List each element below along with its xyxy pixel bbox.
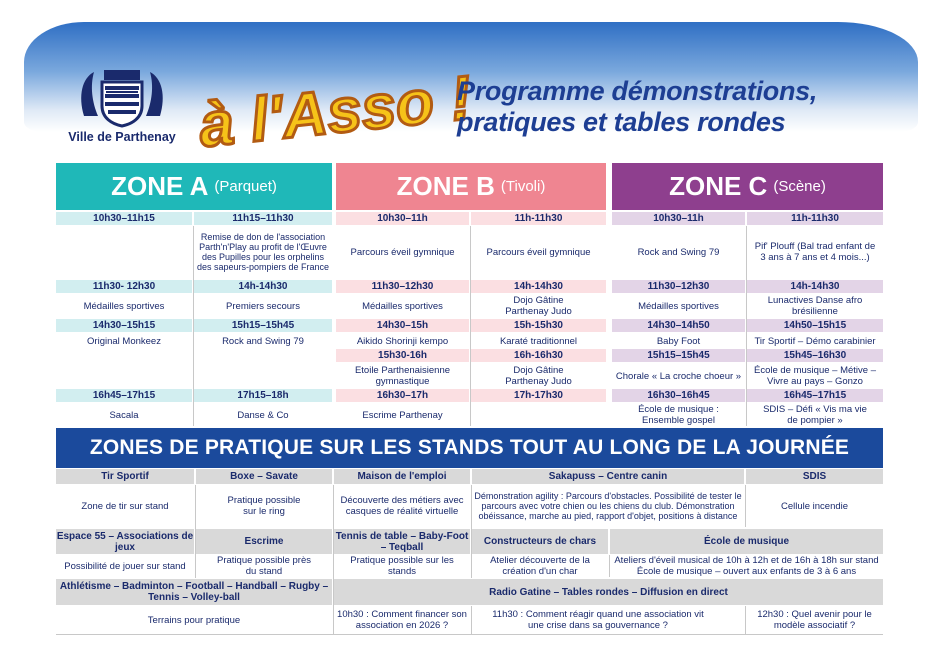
divider — [470, 226, 471, 426]
stand-description: Terrains pour pratique — [147, 614, 241, 626]
stand-description: Pratique possible sur le ring — [227, 495, 301, 517]
stand-header: Tennis de table – Baby-Foot – Teqball — [335, 530, 469, 553]
zone-c-activity: Rock and Swing 79 — [637, 246, 720, 258]
zone-c-activity: SDIS – Défi « Vis ma vie de pompier » — [763, 404, 867, 426]
zone-b-time: 14h-14h30 — [471, 280, 606, 293]
zone-a-activity: Sacala — [109, 409, 139, 421]
zone-b-time: 11h-11h30 — [471, 212, 606, 225]
zone-b-activity — [471, 404, 606, 426]
stand-description: Découverte des métiers avec casques de réalité virtuelle — [340, 495, 464, 517]
zone-b-time: 17h-17h30 — [471, 389, 606, 402]
stand-header: Tir Sportif — [56, 469, 194, 484]
zone-c-time: 11h30–12h30 — [612, 280, 745, 293]
zone-b-activity: Dojo Gâtine Parthenay Judo — [505, 365, 572, 387]
zone-a-time: 17h15–18h — [194, 389, 332, 402]
zone-b-place: (Tivoli) — [500, 178, 546, 195]
stand-header: Espace 55 – Associations de jeux — [56, 530, 194, 553]
zone-a-header — [56, 163, 332, 210]
zone-a-name: ZONE A — [111, 171, 209, 201]
asso-title-text: à l'Asso ! — [195, 63, 475, 161]
zone-b-activity: Aikido Shorinji kempo — [356, 335, 449, 347]
city-name: Ville de Parthenay — [68, 130, 176, 144]
asso-title-graphic — [192, 58, 475, 161]
divider — [609, 555, 610, 577]
zone-c-activity: École de musique – Métive – Vivre au pays – Gonzo — [754, 365, 876, 387]
zone-c-header — [612, 163, 883, 210]
stand-description: Pratique possible près du stand — [217, 555, 311, 577]
stand-description: Démonstration agility : Parcours d'obstacles. Possibilité de tester le parcours avec votre chien ou les chiens du club. Démonstration obéissance, marche au pied, rapport d'objet, positions à distance — [474, 491, 742, 521]
round-table-item: 11h30 : Comment réagir quand une association vit une crise dans sa gouvernance ? — [492, 609, 704, 631]
stand-header: Escrime — [196, 529, 332, 554]
stand-description: Zone de tir sur stand — [81, 500, 169, 512]
zone-a-time: 14h30–15h15 — [56, 319, 192, 332]
zone-b-time: 14h30–15h — [336, 319, 469, 332]
stand-description: Cellule incendie — [780, 500, 849, 512]
zone-a-time: 14h-14h30 — [194, 280, 332, 293]
zone-a-activity — [56, 226, 192, 278]
zone-b-time: 15h30-16h — [336, 349, 469, 362]
zone-a-activity: Rock and Swing 79 — [222, 335, 304, 347]
stand-header: Maison de l'emploi — [334, 469, 470, 484]
zone-a-time: 11h30- 12h30 — [56, 280, 192, 293]
zone-a-time: 10h30–11h15 — [56, 212, 192, 225]
zone-c-time: 16h45–17h15 — [747, 389, 883, 402]
stand-header: Sakapuss – Centre canin — [472, 469, 744, 484]
stand-header: Constructeurs de chars — [472, 529, 608, 554]
zone-c-activity: École de musique : Ensemble gospel — [638, 404, 719, 426]
zone-b-activity: Médailles sportives — [362, 300, 443, 312]
zone-b-activity: Parcours éveil gymnique — [486, 246, 591, 258]
zone-a-time: 16h45–17h15 — [56, 389, 192, 402]
stand-header: Radio Gatine – Tables rondes – Diffusion en direct — [334, 579, 883, 605]
stand-header: SDIS — [746, 469, 883, 484]
divider — [195, 485, 196, 578]
coat-of-arms-icon — [74, 66, 170, 128]
zone-b-activity: Karaté traditionnel — [499, 335, 578, 347]
zone-a-activity: Médailles sportives — [83, 300, 165, 312]
stand-header: Boxe – Savate — [196, 469, 332, 484]
page-title-line-2: pratiques et tables rondes — [457, 107, 786, 137]
zone-b-activity: Dojo Gâtine Parthenay Judo — [505, 295, 572, 317]
zone-b-activity: Escrime Parthenay — [362, 409, 443, 421]
stand-description: Pratique possible sur les stands — [350, 555, 454, 577]
zone-c-time: 11h-11h30 — [747, 212, 883, 225]
page-title — [457, 76, 817, 138]
zone-c-time: 15h45–16h30 — [747, 349, 883, 362]
zone-b-activity: Parcours éveil gymnique — [350, 246, 455, 258]
round-table-item: 12h30 : Quel avenir pour le modèle associatif ? — [757, 609, 872, 631]
zone-c-activity: Lunactives Danse afro brésilienne — [767, 295, 863, 317]
stand-description: Atelier découverte de la création d'un char — [490, 555, 590, 577]
zone-a-activity: Original Monkeez — [87, 335, 161, 347]
zone-b-time: 16h-16h30 — [471, 349, 606, 362]
round-table-item: 10h30 : Comment financer son association en 2026 ? — [337, 609, 467, 631]
zone-c-activity: Baby Foot — [656, 335, 701, 347]
zone-c-activity: Chorale « La croche choeur » — [615, 370, 742, 382]
divider — [56, 634, 883, 635]
zone-c-activity: Tir Sportif – Démo carabinier — [754, 335, 876, 347]
zone-c-time: 14h-14h30 — [747, 280, 883, 293]
zone-c-time: 10h30–11h — [612, 212, 745, 225]
divider — [193, 226, 194, 426]
zone-b-header — [336, 163, 606, 210]
divider — [333, 485, 334, 634]
zone-b-time: 11h30–12h30 — [336, 280, 469, 293]
zone-a-activity: Danse & Co — [237, 409, 289, 421]
divider — [745, 606, 746, 634]
zone-c-time: 15h15–15h45 — [612, 349, 745, 362]
zone-c-name: ZONE C — [669, 171, 768, 201]
stand-header: École de musique — [610, 529, 883, 554]
zone-c-activity: Médailles sportives — [638, 300, 719, 312]
zone-a-time: 11h15–11h30 — [194, 212, 332, 225]
page-title-line-1: Programme démonstrations, — [457, 76, 818, 106]
zone-a-activity: Premiers secours — [226, 300, 300, 312]
zone-c-activity: Pif' Plouff (Bal trad enfant de 3 ans à 7 ans et 4 mois...) — [754, 241, 876, 263]
zone-b-name: ZONE B — [396, 171, 495, 201]
zone-b-time: 10h30–11h — [336, 212, 469, 225]
divider — [746, 226, 747, 426]
zone-c-time: 14h50–15h15 — [747, 319, 883, 332]
stands-banner: ZONES DE PRATIQUE SUR LES STANDS TOUT AU LONG DE LA JOURNÉE — [56, 428, 883, 468]
zone-a-time: 15h15–15h45 — [194, 319, 332, 332]
zone-a-place: (Parquet) — [214, 178, 277, 195]
divider — [471, 606, 472, 634]
stand-header: Athlétisme – Badminton – Football – Handball – Rugby – Tennis – Volley-ball — [56, 579, 332, 605]
zone-c-time: 16h30–16h45 — [612, 389, 745, 402]
zone-b-time: 15h-15h30 — [471, 319, 606, 332]
divider — [745, 485, 746, 527]
city-logo — [62, 66, 182, 144]
zone-b-activity: Etoile Parthenaisienne gymnastique — [354, 365, 451, 387]
zone-a-activity: Remise de don de l'association Parth'n'Play au profit de l'Œuvre des Pupilles pour les orphelins des sapeurs-pompiers de France — [196, 232, 330, 272]
stand-description: Possibilité de jouer sur stand — [64, 560, 186, 572]
divider — [471, 485, 472, 578]
zone-c-time: 14h30–14h50 — [612, 319, 745, 332]
zone-b-time: 16h30–17h — [336, 389, 469, 402]
stand-description: Ateliers d'éveil musical de 10h à 12h et de 16h à 18h sur stand École de musique – ouvert aux enfants de 3 à 6 ans — [614, 555, 879, 577]
asso-logo — [192, 58, 475, 161]
zone-c-place: (Scène) — [773, 178, 826, 195]
